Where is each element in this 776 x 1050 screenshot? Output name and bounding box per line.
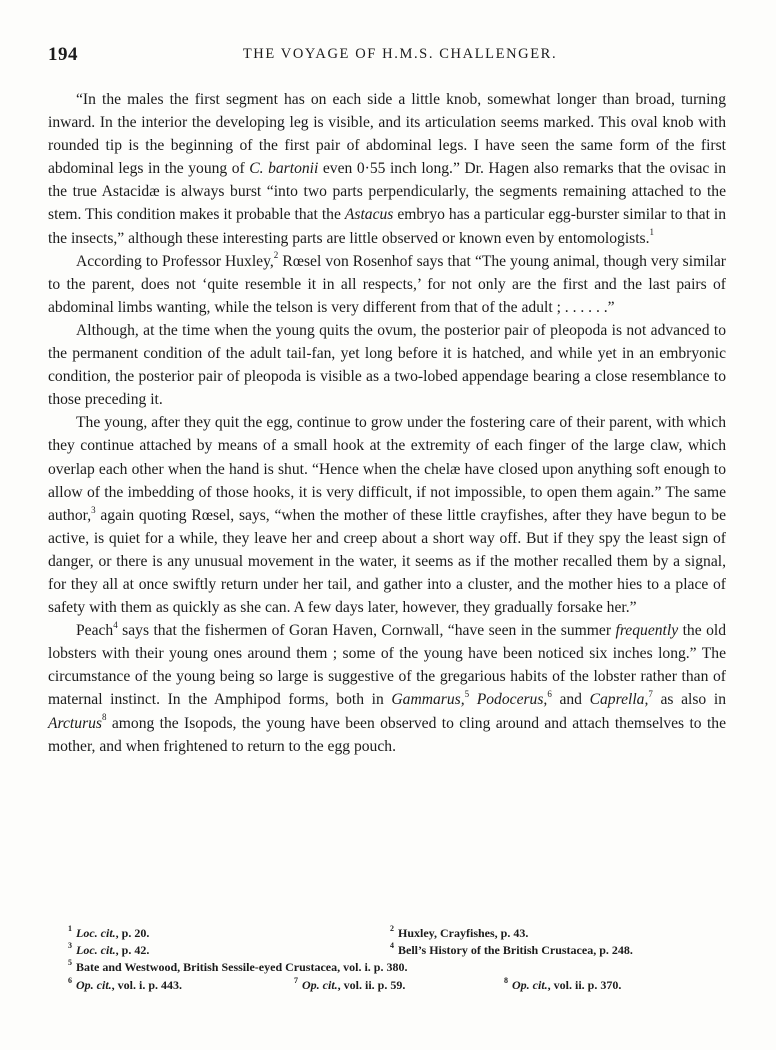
footnote-ref: 1 [649,227,655,238]
page-number: 194 [48,44,78,65]
footnote-ref: 6 [547,689,552,700]
footnote-row [48,959,728,976]
italic-term: Astacus [344,206,394,224]
footnote-4: $^4$ Bell’s History of the British Crustacea, p. 248. [390,941,633,958]
footnote-row [48,977,728,994]
italic-term: Caprella, [589,691,649,709]
italic-term: frequently [615,622,679,640]
footnote-ref: 2 [273,250,279,261]
paragraph-5: Peach$^4$ says that the fishermen of Goran Haven, Cornwall, “have seen in the summer frequently the old lobsters with their young ones around them ; some of the young have been noticed six inches long.” The circumstance of the young being so large is suggestive of the gregarious habits of the lobster rather than of maternal instinct. In the Amphipod forms, both in Gammarus,$^5$ Podocerus,$^6$ and Caprella,$^7$ as also in Arcturus$^8$ among the Isopods, the young have been observed to cling around and attach themselves to the mother, and when frightened to return to the egg pouch. [48,619,726,755]
paragraph-3: Although, at the time when the young quits the ovum, the posterior pair of pleopoda is not advanced to the permanent condition of the adult tail-fan, yet long before it is hatched, and while yet in an embryonic condition, the posterior pair of pleopoda is visible as a two-lobed appendage bearing a close resemblance to those preceding it. [48,321,726,409]
footnote-2: $^2$ Huxley, Crayfishes, p. 43. [390,924,529,940]
footnote-3: $^3$ Loc. cit., p. 42. [68,941,150,958]
footnote-ref: 3 [91,504,96,515]
paragraph-4: The young, after they quit the egg, continue to grow under the fostering care of their parent, with which they continue attached by means of a small hook at the extremity of each finger of the large claw, which overlap each other when the hand is shut. “Hence when the chelæ have closed upon anything soft enough to allow of the imbedding of those hooks, it is very difficult, if not impossible, to open them again.” The same author,$^3$ again quoting Rœsel, says, “when the mother of these little crayfishes, after they have begun to be active, is quiet for a while, they leave her and creep about a short way off. But if they spy the least sign of danger, or there is any unusual movement in the water, it seems as if the mother recalled them by a signal, for they all at once swiftly return under her tail, and gather into a cluster, and the mother hies to a place of safety with them as quickly as she can. A few days later, however, they gradually forsake her.” [48,414,726,617]
footnote-ref: 5 [464,689,470,700]
footnote-ref: 7 [648,689,653,700]
footnote-6: $^6$ Op. cit., vol. i. p. 443. [68,975,183,992]
italic-term: Podocerus, [476,691,548,709]
footnotes [48,925,728,994]
italic-term: Arcturus [48,714,102,732]
footnote-row [48,942,728,959]
footnote-ref: 4 [113,619,118,630]
footnote-ref: 8 [102,712,107,723]
footnote-1: $^1$ Loc. cit., p. 20. [68,924,150,940]
footnote-7: $^7$ Op. cit., vol. ii. p. 59. [294,975,406,992]
footnote-5: $^5$ Bate and Westwood, British Sessile-eyed Crustacea, vol. i. p. 380. [68,958,408,975]
body-text [48,88,726,758]
footnote-8: $^8$ Op. cit., vol. ii. p. 370. [504,975,622,992]
running-title: THE VOYAGE OF H.M.S. CHALLENGER. [242,46,558,62]
italic-term: Gammarus, [391,691,465,709]
paragraph-1: “In the males the first segment has on each side a little knob, somewhat longer than broad, turning inward. In the interior the developing leg is visible, and its articulation seems marked. This oval knob with rounded tip is the beginning of the first pair of abdominal legs. I have seen the same form of the first abdominal legs in the young of C. bartonii even 0·55 inch long.” Dr. Hagen also remarks that the ovisac in the true Astacidæ is always burst “into two parts perpendicularly, the segments remaining attached to the stem. This condition makes it probable that the Astacus embryo has a particular egg-burster similar to that in the insects,” although these interesting parts are little observed or known even by entomologists.$^1$ [48,91,727,247]
footnote-row [48,925,728,942]
paragraph-2: According to Professor Huxley,$^2$ Rœsel von Rosenhof says that “The young animal, though very similar to the parent, does not ‘quite resemble it in all respects,’ for not only are the first and the last pairs of abdominal limbs wanting, while the telson is very different from that of the adult ; . . . . . .” [48,250,726,316]
page-header [48,44,728,68]
italic-term: C. bartonii [249,160,319,178]
